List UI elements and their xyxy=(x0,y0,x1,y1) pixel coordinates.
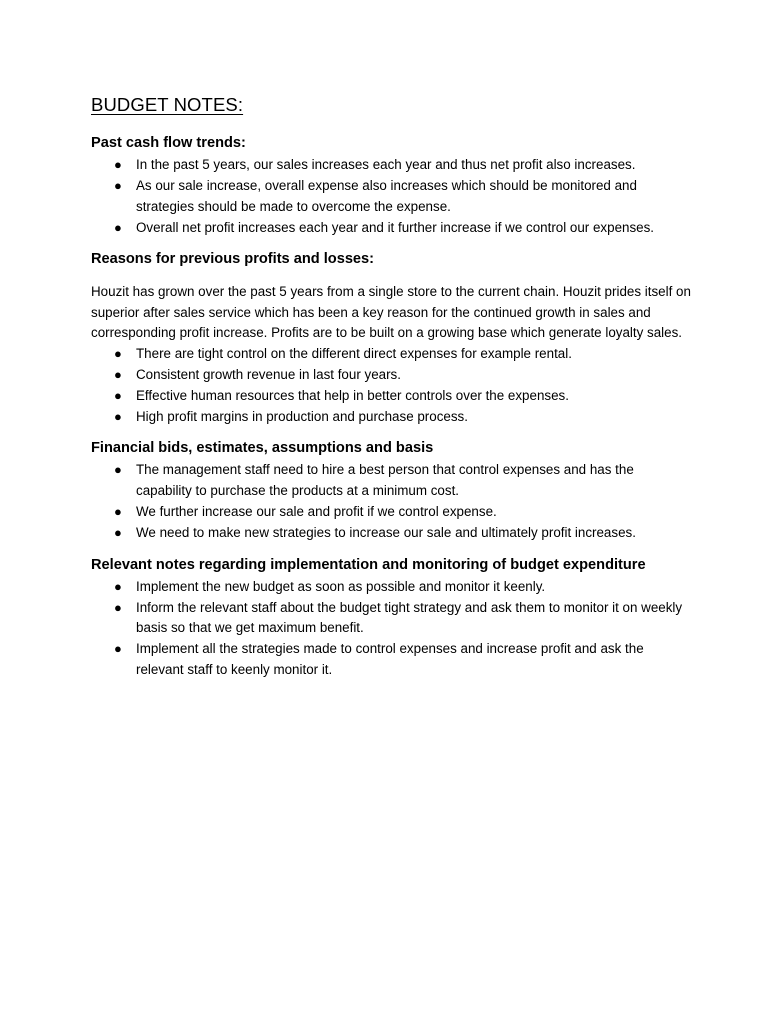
list-item xyxy=(91,386,691,407)
list-item-text: The management staff need to hire a best person that control expenses and has the capability to purchase the products at a minimum cost. xyxy=(136,462,634,498)
list-item xyxy=(91,502,691,523)
bullet-icon: ● xyxy=(114,366,122,382)
section-heading-implementation: Relevant notes regarding implementation and monitoring of budget expenditure xyxy=(91,556,646,573)
list-item-text: There are tight control on the different direct expenses for example rental. xyxy=(136,345,572,361)
section-paragraph-reasons: Houzit has grown over the past 5 years from a single store to the current chain. Houzit prides itself on superior after sales service which has been a key reason for the continued growth in sales and corresponding profit increase. Profits are to be built on a growing base which generate loyalty sales. xyxy=(91,284,691,341)
list-item xyxy=(91,523,691,544)
bullet-icon: ● xyxy=(114,525,122,541)
section-heading-past-cash-flow: Past cash flow trends: xyxy=(91,135,246,151)
list-item xyxy=(91,176,691,217)
list-item-text: High profit margins in production and purchase process. xyxy=(136,408,468,424)
section-heading-financial-bids: Financial bids, estimates, assumptions and basis xyxy=(91,440,434,457)
bullet-icon: ● xyxy=(114,387,122,403)
list-item xyxy=(91,577,691,598)
bullet-icon: ● xyxy=(114,345,122,361)
list-item xyxy=(91,407,691,428)
bullet-icon: ● xyxy=(114,578,122,594)
bullet-icon: ● xyxy=(114,408,122,424)
bullet-list-implementation xyxy=(91,577,691,681)
list-item xyxy=(91,639,691,680)
bullet-list-reasons xyxy=(91,344,691,428)
list-item-text: As our sale increase, overall expense also increases which should be monitored and strategies should be made to overcome the expense. xyxy=(136,178,637,214)
bullet-icon: ● xyxy=(114,178,122,194)
list-item xyxy=(91,598,691,639)
list-item-text: Inform the relevant staff about the budget tight strategy and ask them to monitor it on weekly basis so that we get maximum benefit. xyxy=(136,599,683,636)
list-item xyxy=(91,344,691,365)
bullet-icon: ● xyxy=(114,462,122,478)
bullet-list-past-cash-flow xyxy=(91,155,691,238)
list-item xyxy=(91,155,691,176)
list-item xyxy=(91,218,691,239)
bullet-list-financial-bids xyxy=(91,460,691,543)
bullet-icon: ● xyxy=(114,504,122,520)
bullet-icon: ● xyxy=(114,219,122,235)
list-item-text: Consistent growth revenue in last four years. xyxy=(136,366,401,382)
bullet-icon: ● xyxy=(114,599,122,615)
list-item-text: Overall net profit increases each year and it further increase if we control our expenses. xyxy=(136,219,655,235)
document-page xyxy=(91,92,691,681)
list-item-text: We further increase our sale and profit if we control expense. xyxy=(136,504,497,520)
list-item-text: Effective human resources that help in better controls over the expenses. xyxy=(136,387,569,403)
bullet-icon: ● xyxy=(114,641,122,657)
list-item-text: In the past 5 years, our sales increases each year and thus net profit also increases. xyxy=(136,157,636,172)
document-title: BUDGET NOTES: xyxy=(91,94,244,115)
list-item-text: Implement the new budget as soon as possible and monitor it keenly. xyxy=(136,578,546,594)
list-item-text: We need to make new strategies to increase our sale and ultimately profit increases. xyxy=(136,525,636,541)
section-heading-reasons: Reasons for previous profits and losses: xyxy=(91,251,375,268)
list-item xyxy=(91,365,691,386)
list-item xyxy=(91,460,691,501)
bullet-icon: ● xyxy=(114,157,122,172)
list-item-text: Implement all the strategies made to control expenses and increase profit and ask the relevant staff to keenly monitor it. xyxy=(136,641,644,677)
